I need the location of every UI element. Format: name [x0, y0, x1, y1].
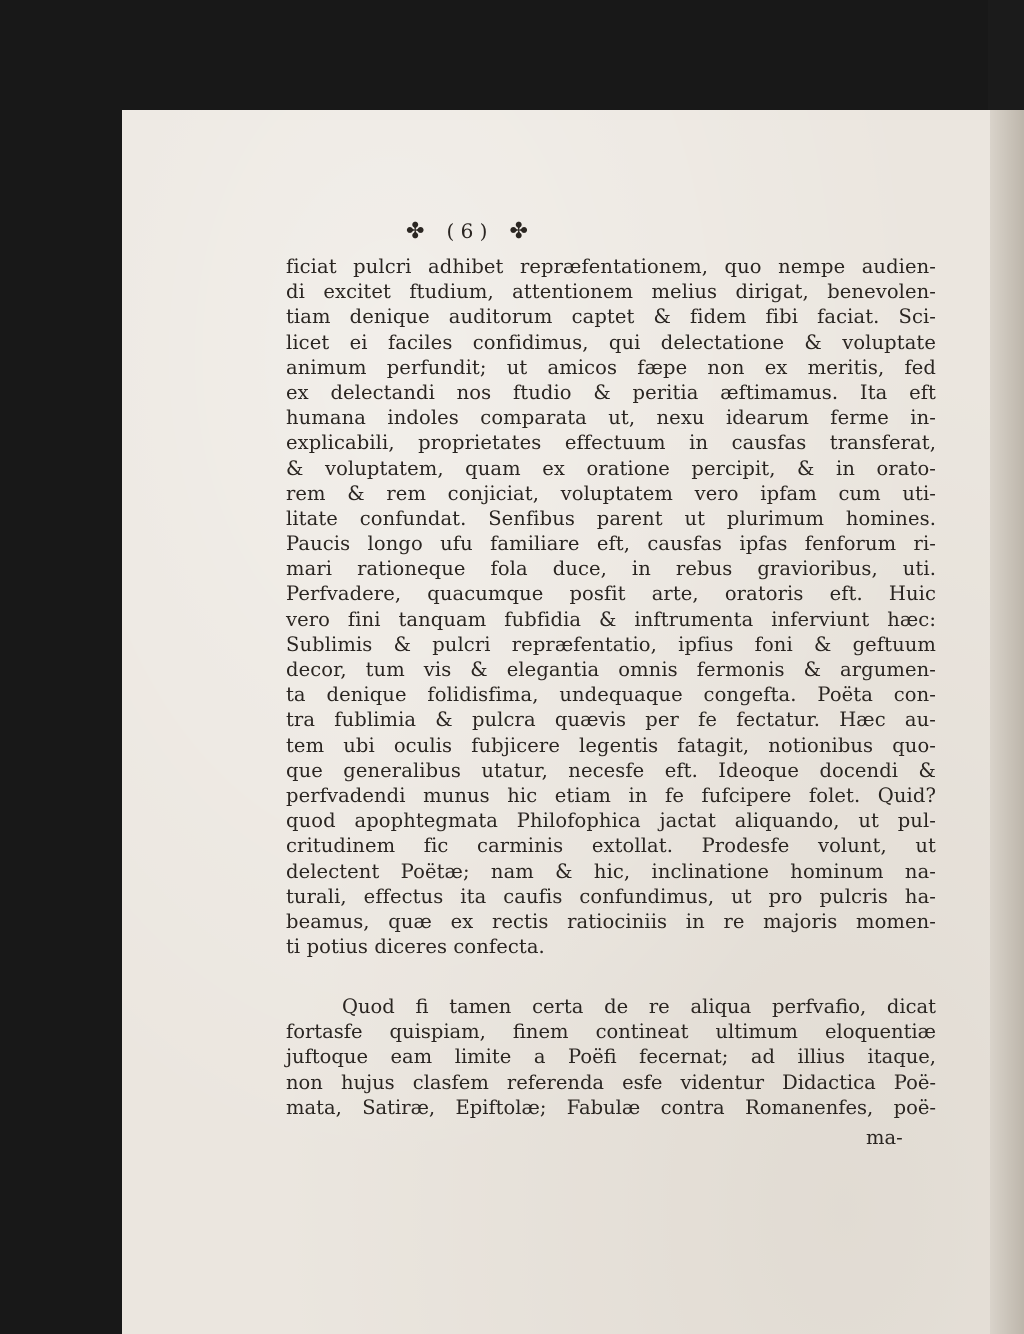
text-line: beamus, quæ ex rectis ratiociniis in re majoris momen-	[286, 909, 936, 933]
fleuron-left-icon: ✤	[406, 218, 425, 244]
text-line: tra fublimia & pulcra quævis per fe fectatur. Hæc au-	[286, 708, 936, 732]
text-line: que generalibus utatur, necesfe eft. Ideoque docendi &	[286, 758, 936, 782]
page-edge	[990, 110, 1024, 1334]
text-line: decor, tum vis & elegantia omnis fermonis & argumen-	[286, 658, 936, 681]
text-line: quod apophtegmata Philofophica jactat aliquando, ut pul-	[286, 809, 936, 833]
text-line: explicabili, proprietates effectuum in causfas transferat,	[286, 431, 936, 455]
text-line: mari rationeque fola duce, in rebus gravioribus, uti.	[286, 557, 936, 581]
text-line: ta denique folidisfima, undequaque congefta. Poëta con-	[286, 683, 936, 707]
scan-border	[988, 0, 1024, 110]
text-line: ex delectandi nos ftudio & peritia æftimamus. Ita eft	[286, 380, 936, 404]
text-line: Quod fi tamen certa de re aliqua perfvafio, dicat	[342, 995, 936, 1018]
fleuron-right-icon: ✤	[509, 218, 528, 244]
text-line: ficiat pulcri adhibet repræfentationem, quo nempe audien-	[286, 255, 936, 278]
text-line: tiam denique auditorum captet & fidem fibi faciat. Sci-	[286, 305, 936, 329]
paragraph-2	[286, 994, 936, 1120]
text-line: non hujus clasfem referenda esfe videntur Didactica Poë-	[286, 1070, 936, 1094]
text-line: vero fini tanquam fubfidia & inftrumenta inferviunt hæc:	[286, 607, 936, 631]
text-line: tem ubi oculis fubjicere legentis fatagit, notionibus quo-	[286, 733, 936, 757]
text-line: humana indoles comparata ut, nexu idearum ferme in-	[286, 406, 936, 430]
text-line: juftoque eam limite a Poëfi fecernat; ad illius itaque,	[286, 1045, 936, 1069]
text-line: Perfvadere, quacumque posfit arte, oratoris eft. Huic	[286, 582, 936, 606]
text-line: Sublimis & pulcri repræfentatio, ipfius foni & geftuum	[286, 632, 936, 656]
text-line: & voluptatem, quam ex oratione percipit, & in orato-	[286, 456, 936, 480]
text-line: ti potius diceres confecta.	[286, 935, 545, 959]
text-line: animum perfundit; ut amicos fæpe non ex meritis, fed	[286, 355, 936, 379]
text-line: Paucis longo ufu familiare eft, causfas ipfas fenforum ri-	[286, 532, 936, 556]
text-line: delectent Poëtæ; nam & hic, inclinatione hominum na-	[286, 859, 936, 883]
text-line: perfvadendi munus hic etiam in fe fufcipere folet. Quid?	[286, 783, 936, 807]
text-line: critudinem fic carminis extollat. Prodesfe volunt, ut	[286, 834, 936, 858]
paragraph-1	[286, 254, 936, 959]
page-number: ( 6 )	[446, 219, 488, 243]
page-header	[406, 216, 806, 246]
catchword: ma-	[866, 1126, 903, 1149]
text-line: rem & rem conjiciat, voluptatem vero ipfam cum uti-	[286, 481, 936, 505]
text-line: mata, Satiræ, Epiftolæ; Fabulæ contra Romanenfes, poë-	[286, 1095, 936, 1119]
text-line: fortasfe quispiam, finem contineat ultimum eloquentiæ	[286, 1020, 936, 1044]
text-line: di excitet ftudium, attentionem melius dirigat, benevolen-	[286, 280, 936, 304]
text-line: licet ei faciles confidimus, qui delectatione & voluptate	[286, 330, 936, 354]
text-line: turali, effectus ita caufis confundimus, ut pro pulcris ha-	[286, 884, 936, 908]
text-line: litate confundat. Senfibus parent ut plurimum homines.	[286, 506, 936, 530]
